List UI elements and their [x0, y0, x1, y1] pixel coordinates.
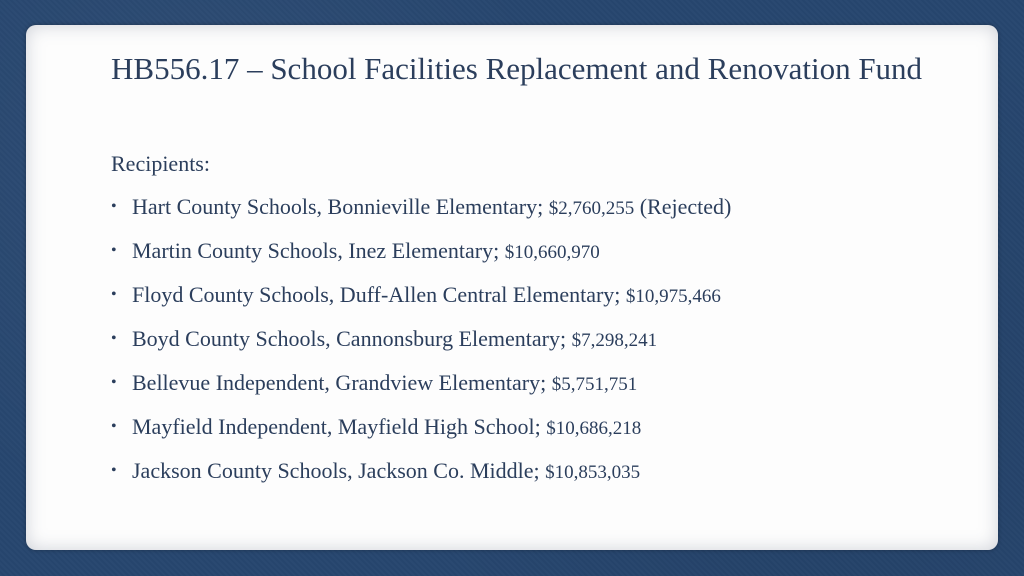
bullet-icon: •: [111, 286, 117, 303]
recipient-name: Boyd County Schools, Cannonsburg Elementary;: [132, 326, 572, 351]
bullet-icon: •: [111, 418, 117, 435]
bullet-icon: •: [111, 374, 117, 391]
bullet-icon: •: [111, 198, 117, 215]
list-item: [111, 281, 971, 325]
slide: [26, 25, 998, 550]
recipient-amount: $10,853,035: [545, 462, 641, 483]
slide-title: HB556.17 – School Facilities Replacement and Renovation Fund: [111, 51, 923, 86]
recipient-name: Mayfield Independent, Mayfield High School;: [132, 414, 547, 439]
recipients-list: [111, 193, 971, 501]
bullet-icon: •: [111, 462, 117, 479]
recipient-name: Bellevue Independent, Grandview Elementary;: [132, 370, 552, 395]
recipient-name: Martin County Schools, Inez Elementary;: [132, 238, 505, 263]
recipient-note: (Rejected): [634, 194, 732, 219]
recipient-name: Jackson County Schools, Jackson Co. Middle;: [132, 458, 546, 483]
bullet-icon: •: [111, 330, 117, 347]
list-item: [111, 325, 971, 369]
recipient-amount: $5,751,751: [551, 374, 638, 395]
recipient-amount: $2,760,255: [548, 198, 635, 219]
list-item: [111, 193, 971, 237]
recipient-amount: $10,660,970: [504, 242, 600, 263]
recipient-amount: $10,975,466: [625, 286, 721, 307]
list-item: [111, 369, 971, 413]
list-item: [111, 237, 971, 281]
recipient-amount: $10,686,218: [546, 418, 642, 439]
recipient-name: Floyd County Schools, Duff-Allen Central Elementary;: [132, 282, 626, 307]
list-item: [111, 413, 971, 457]
recipient-amount: $7,298,241: [571, 330, 658, 351]
bullet-icon: •: [111, 242, 117, 259]
recipient-name: Hart County Schools, Bonnieville Elementary;: [132, 194, 549, 219]
recipients-heading: Recipients:: [111, 151, 210, 176]
list-item: [111, 457, 971, 501]
